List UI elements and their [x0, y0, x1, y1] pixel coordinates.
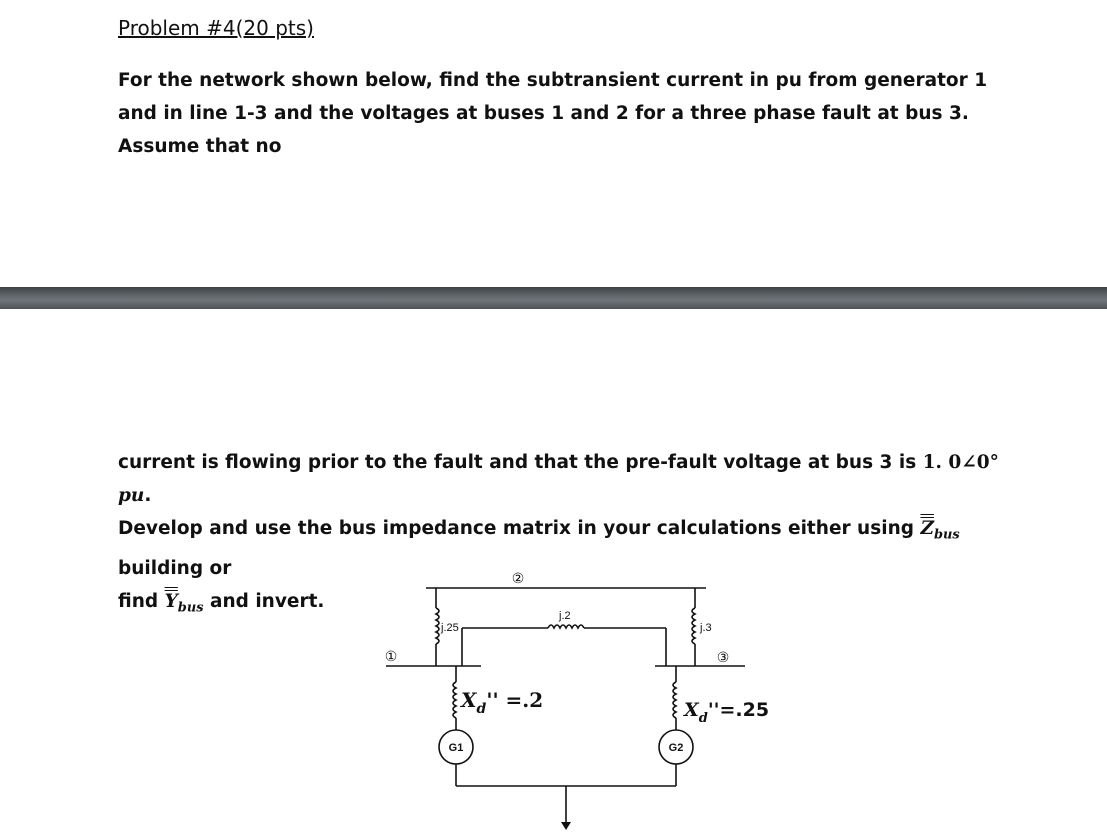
g2-subtransient-reactance: $X_d''=.25$	[684, 699, 770, 726]
inductor-right-coil	[692, 608, 695, 644]
zbus-symbol: $Z_{bus}$	[920, 518, 960, 543]
bus-2-label: ②	[511, 570, 525, 586]
bus-3-label: ③	[716, 649, 730, 665]
statement-text: Develop and use the bus impedance matrix in your calculations either using	[118, 518, 921, 539]
prefault-voltage-unit: pu	[118, 485, 145, 506]
reactance-mid-label: j.2	[559, 610, 571, 622]
inductor-left-coil	[436, 608, 439, 644]
reactance-left-label: j.25	[441, 622, 459, 634]
statement-text: current is flowing prior to the fault and that the pre-fault voltage at bus 3 is	[118, 452, 923, 473]
ground-arrow-icon	[561, 822, 571, 830]
reactance-right-label: j.3	[700, 622, 712, 634]
generator-2-label: G2	[668, 742, 684, 754]
prefault-voltage-value: 1. 0∠0°	[922, 452, 999, 473]
statement-text: find	[118, 590, 165, 612]
g1-subtransient-reactance: $X_d'' =.2$	[461, 688, 544, 717]
bus-1-label: ①	[384, 648, 398, 664]
statement-text: .	[144, 485, 152, 506]
problem-statement-part1: For the network shown below, find the subtransient current in pu from generator 1 and in line 1-3 and the voltages at buses 1 and 2 for a three phase fault at bus 3. Assume that no	[118, 70, 988, 157]
generator-2-reactance-coil	[673, 682, 676, 718]
inductor-mid-coil	[548, 625, 584, 628]
problem-title: Problem #4(20 pts)	[118, 16, 314, 40]
generator-1-reactance-coil	[453, 682, 456, 718]
statement-text: and invert.	[203, 590, 325, 612]
ybus-symbol: $Y_{bus}$	[164, 590, 204, 616]
statement-text: building or	[118, 557, 232, 579]
generator-1-label: G1	[448, 742, 464, 754]
